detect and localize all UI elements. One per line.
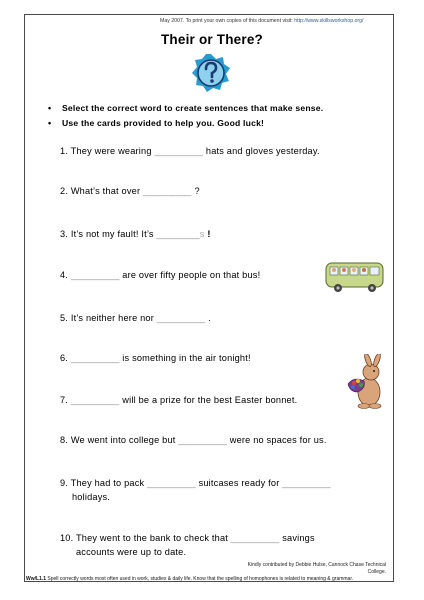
question-text: 1. They were wearing [60, 146, 152, 156]
question-text: 5. It’s neither here nor [60, 313, 155, 323]
answer-blank[interactable]: _________ [70, 395, 120, 405]
question-9-continued: holidays. [72, 492, 111, 502]
question-text: is something in the air tonight! [122, 353, 251, 363]
question-4 [60, 270, 260, 280]
bullet-icon: • [48, 118, 52, 128]
answer-blank[interactable]: _________ [154, 146, 204, 156]
question-text: 9. They had to pack [60, 478, 145, 488]
question-text: 4. [60, 270, 69, 280]
question-9 [60, 478, 331, 488]
answer-blank[interactable]: _________ [70, 270, 120, 280]
header-url-link[interactable]: http://www.skillsworkshop.org/ [294, 18, 364, 24]
question-mark-icon [191, 53, 231, 93]
question-text: 7. [60, 395, 69, 405]
footer-credit: Kindly contributed by Debbie Hulse, Cannock Chase Technical College. [247, 562, 386, 575]
question-text: 2. What’s that over [60, 186, 141, 196]
instruction-item [48, 103, 323, 118]
answer-blank[interactable]: _________ [282, 478, 331, 488]
question-text: hats and gloves yesterday. [205, 146, 320, 156]
instructions-list [48, 103, 323, 133]
page-title: Their or There? [160, 32, 263, 47]
instruction-text: Select the correct word to create sentences that make sense. [62, 103, 324, 113]
question-text: 8. We went into college but [60, 435, 176, 445]
question-text: ? [194, 186, 200, 196]
bus-illustration [324, 258, 386, 294]
footer-standard [26, 576, 353, 582]
question-3 [60, 229, 211, 239]
instruction-item [48, 118, 323, 133]
header-note-text: May 2007. To print your own copies of this document visit: [160, 18, 293, 24]
question-10-continued: accounts were up to date. [76, 547, 187, 557]
answer-blank[interactable]: _________ [178, 435, 227, 445]
question-1 [60, 146, 320, 156]
instruction-text: Use the cards provided to help you. Good luck! [62, 118, 265, 128]
question-text: savings [282, 533, 315, 543]
question-7 [60, 395, 297, 405]
question-text: 6. [60, 353, 69, 363]
question-text: . [208, 313, 211, 323]
question-text: will be a prize for the best Easter bonnet. [122, 395, 298, 405]
header-note [160, 18, 363, 24]
standard-text: Spell correctly words most often used in work, studies & daily life. Know that the spelling of homophones is related to meaning & grammar. [47, 576, 354, 582]
question-text: are over fifty people on that bus! [122, 270, 261, 280]
answer-blank[interactable]: _________ [70, 353, 120, 363]
answer-blank[interactable]: _________ [143, 186, 192, 196]
question-2 [60, 186, 200, 196]
question-10 [60, 533, 315, 543]
question-text: 3. It’s not my fault! It’s [60, 229, 154, 239]
standard-code: Ww/L1.1 [26, 576, 47, 582]
question-text: ! [207, 229, 211, 239]
question-text: were no spaces for us. [229, 435, 327, 445]
bullet-icon: • [48, 103, 52, 113]
question-5 [60, 313, 211, 323]
question-8 [60, 435, 327, 445]
answer-blank[interactable]: _________ [147, 478, 196, 488]
answer-blank[interactable]: _________ [230, 533, 280, 543]
question-text: suitcases ready for [198, 478, 280, 488]
question-6 [60, 353, 251, 363]
answer-blank[interactable]: ________ [156, 229, 200, 239]
answer-blank[interactable]: _________ [156, 313, 206, 323]
easter-rabbit-illustration [344, 354, 386, 410]
question-text: 10. They went to the bank to check that [60, 533, 229, 543]
answer-hint: s [199, 229, 205, 239]
